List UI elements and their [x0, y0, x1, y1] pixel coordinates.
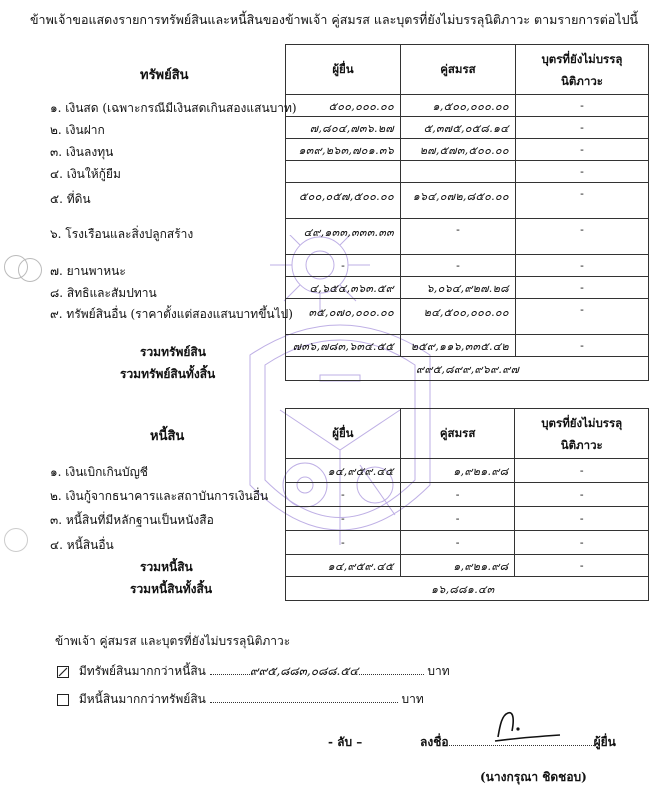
- assets-total-spouse: ๒๕๙,๑๑๖,๓๓๕.๔๒: [400, 335, 515, 357]
- asset-4-filer: [286, 161, 401, 183]
- asset-5-child: -: [515, 183, 648, 219]
- asset-7-label: ๗. ยานพาหนะ: [50, 264, 126, 278]
- asset-8-label: ๘. สิทธิและสัมปทาน: [50, 286, 157, 300]
- sign-label: ลงชื่อ: [420, 735, 449, 749]
- asset-1-label: ๑. เงินสด (เฉพาะกรณีมีเงินสดเกินสองแสนบาท): [50, 101, 297, 115]
- assets-grand-total-label: รวมทรัพย์สินทั้งสิ้น: [120, 367, 216, 381]
- intro-statement: ข้าพเจ้าขอแสดงรายการทรัพย์สินและหนี้สินของข้าพเจ้า คู่สมรส และบุตรที่ยังไม่บรรลุนิติภาวะ ตามรายการต่อไปนี้: [30, 12, 639, 27]
- asset-6-spouse: -: [400, 219, 515, 255]
- liab-4-label: ๔. หนี้สินอื่น: [50, 538, 114, 552]
- asset-5-label: ๕. ที่ดิน: [50, 192, 91, 206]
- liab-1-child: -: [515, 459, 649, 483]
- asset-7-child: -: [515, 255, 648, 277]
- asset-6-child: -: [515, 219, 648, 255]
- liab-2-filer: -: [286, 483, 401, 507]
- asset-8-child: -: [515, 277, 648, 299]
- liab-3-child: -: [515, 507, 649, 531]
- asset-9-spouse: ๒๔,๕๐๐,๐๐๐.๐๐: [400, 299, 515, 335]
- assets-total-child: -: [515, 335, 648, 357]
- asset-9-label: ๙. ทรัพย์สินอื่น (ราคาตั้งแต่สองแสนบาทขึ้นไป): [50, 307, 293, 321]
- liab-1-spouse: ๑,๙๒๑.๙๘: [400, 459, 515, 483]
- signer-name: (นางกรุณา ชิดชอบ): [480, 770, 587, 784]
- checkbox-checked[interactable]: [57, 666, 69, 678]
- asset-4-spouse: [400, 161, 515, 183]
- option2-unit: บาท: [401, 692, 424, 706]
- handwritten-signature-icon: [490, 705, 570, 745]
- liab-3-spouse: -: [400, 507, 515, 531]
- asset-1-filer: ๕๐๐,๐๐๐.๐๐: [286, 95, 401, 117]
- hole-punch-mark: [4, 528, 28, 552]
- asset-1-spouse: ๑,๕๐๐,๐๐๐.๐๐: [400, 95, 515, 117]
- asset-7-spouse: -: [400, 255, 515, 277]
- liab-2-spouse: -: [400, 483, 515, 507]
- summary-heading: ข้าพเจ้า คู่สมรส และบุตรที่ยังไม่บรรลุนิติภาวะ: [55, 634, 291, 648]
- asset-8-filer: ๔,๖๕๔,๓๖๓.๕๙: [286, 277, 401, 299]
- liab-total-filer: ๑๔,๙๕๙.๔๕: [286, 555, 401, 577]
- asset-3-label: ๓. เงินลงทุน: [50, 145, 114, 159]
- asset-9-child: -: [515, 299, 648, 335]
- dotted-leader: [210, 692, 398, 703]
- liab-1-label: ๑. เงินเบิกเกินบัญชี: [50, 465, 148, 479]
- liab-col-header-spouse: คู่สมรส: [400, 409, 515, 459]
- option1-unit: บาท: [427, 664, 450, 678]
- option1-label: มีทรัพย์สินมากกว่าหนี้สิน: [78, 664, 206, 678]
- asset-2-filer: ๗,๘๐๔,๗๓๖.๒๗: [286, 117, 401, 139]
- asset-9-filer: ๓๕,๐๗๐,๐๐๐.๐๐: [286, 299, 401, 335]
- liab-4-filer: -: [286, 531, 401, 555]
- dotted-leader: [210, 664, 250, 675]
- liab-4-spouse: -: [400, 531, 515, 555]
- assets-total-filer: ๗๓๖,๗๘๓,๖๓๔.๕๕: [286, 335, 401, 357]
- option1-value: ๙๙๕,๘๘๓,๐๘๘.๕๔: [249, 664, 359, 678]
- asset-4-label: ๔. เงินให้กู้ยืม: [50, 167, 121, 181]
- summary-option-liabilities-greater[interactable]: [57, 690, 424, 709]
- checkbox-unchecked[interactable]: [57, 694, 69, 706]
- confidential-mark: - ลับ –: [328, 735, 363, 749]
- dotted-leader: [359, 664, 424, 675]
- hole-punch-mark: [18, 258, 42, 282]
- summary-option-assets-greater[interactable]: [57, 662, 450, 681]
- asset-5-filer: ๕๐๐,๐๕๗,๕๐๐.๐๐: [286, 183, 401, 219]
- col-header-spouse: คู่สมรส: [400, 45, 515, 95]
- asset-2-child: -: [515, 117, 648, 139]
- col-header-filer: ผู้ยื่น: [286, 45, 401, 95]
- asset-3-child: -: [515, 139, 648, 161]
- sign-role: ผู้ยื่น: [593, 735, 616, 749]
- asset-4-child: -: [515, 161, 648, 183]
- liab-3-filer: -: [286, 507, 401, 531]
- asset-2-spouse: ๕,๓๗๕,๐๕๘.๑๔: [400, 117, 515, 139]
- liab-grand-total: ๑๖,๘๘๑.๔๓: [286, 577, 649, 601]
- assets-table: [285, 44, 649, 381]
- liab-grand-total-label: รวมหนี้สินทั้งสิ้น: [130, 582, 213, 596]
- liab-2-label: ๒. เงินกู้จากธนาคารและสถาบันการเงินอื่น: [50, 489, 269, 503]
- asset-2-label: ๒. เงินฝาก: [50, 123, 105, 137]
- assets-title: ทรัพย์สิน: [140, 68, 189, 83]
- assets-total-label: รวมทรัพย์สิน: [140, 345, 206, 359]
- asset-6-filer: ๔๙,๑๓๓,๓๓๓.๓๓: [286, 219, 401, 255]
- liab-total-spouse: ๑,๙๒๑.๙๘: [400, 555, 515, 577]
- liab-1-filer: ๑๔,๙๕๙.๔๕: [286, 459, 401, 483]
- asset-6-label: ๖. โรงเรือนและสิ่งปลูกสร้าง: [50, 227, 194, 241]
- liab-col-header-child: บุตรที่ยังไม่บรรลุ นิติภาวะ: [515, 409, 649, 459]
- asset-8-spouse: ๖,๐๖๔,๙๒๗.๒๘: [400, 277, 515, 299]
- liab-4-child: -: [515, 531, 649, 555]
- liabilities-table: [285, 408, 649, 601]
- assets-grand-total: ๙๙๕,๘๙๙,๙๖๙.๙๗: [286, 357, 649, 381]
- option2-label: มีหนี้สินมากกว่าทรัพย์สิน: [78, 692, 206, 706]
- asset-7-filer: -: [286, 255, 401, 277]
- asset-3-filer: ๑๓๙,๒๖๓,๗๐๑.๓๖: [286, 139, 401, 161]
- asset-1-child: -: [515, 95, 648, 117]
- asset-5-spouse: ๑๖๔,๐๗๒,๘๕๐.๐๐: [400, 183, 515, 219]
- liab-col-header-filer: ผู้ยื่น: [286, 409, 401, 459]
- col-header-child: บุตรที่ยังไม่บรรลุ นิติภาวะ: [515, 45, 648, 95]
- liab-total-child: -: [515, 555, 649, 577]
- asset-3-spouse: ๒๗,๕๗๓,๕๐๐.๐๐: [400, 139, 515, 161]
- liabilities-title: หนี้สิน: [150, 429, 185, 444]
- liab-3-label: ๓. หนี้สินที่มีหลักฐานเป็นหนังสือ: [50, 513, 214, 527]
- liab-total-label: รวมหนี้สิน: [140, 560, 193, 574]
- liab-2-child: -: [515, 483, 649, 507]
